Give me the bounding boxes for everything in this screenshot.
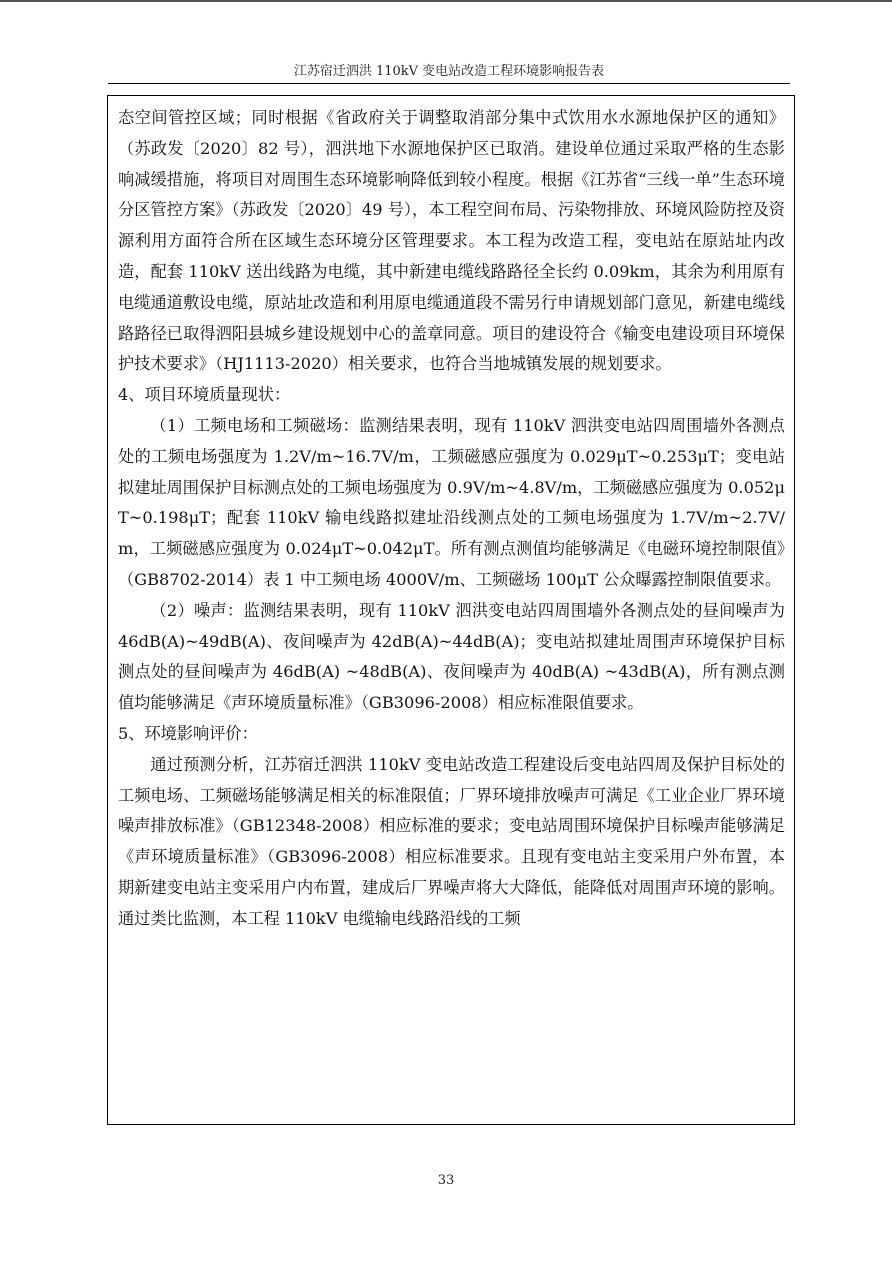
section-heading-environmental-quality: 4、项目环境质量现状：	[118, 385, 291, 405]
paragraph-electromagnetic-monitoring: （1）工频电场和工频磁场：监测结果表明，现有 110kV 泗洪变电站四周围墙外各测点处的工频电场强度为 1.2V/m~16.7V/m，工频磁感应强度为 0.029μT~0.253μT；变电站拟建址周围保护目标测点处的工频电场强度为 0.9V/m~4.8V/m，工频磁感应强度为 0.052μT~0.198μT；配套 110kV 输电线路拟建址沿线测点处的工频电场强度为 1.7V/m~2.7V/m，工频磁感应强度为 0.024μT~0.042μT。所有测点测值均能够满足《电磁环境控制限值》（GB8702-2014）表 1 中工频电场 4000V/m、工频磁场 100μT 公众曝露控制限值要求。	[118, 415, 785, 589]
section-heading-impact-assessment: 5、环境影响评价：	[118, 723, 258, 743]
paragraph-ecological-compliance: 态空间管控区域；同时根据《省政府关于调整取消部分集中式饮用水水源地保护区的通知》（苏政发〔2020〕82 号），泗洪地下水源地保护区已取消。建设单位通过采取严格的生态影响减缓措施，将项目对周围生态环境影响降低到较小程度。根据《江苏省“三线一单”生态环境分区管控方案》（苏政发〔2020〕49 号），本工程空间布局、污染物排放、环境风险防控及资源利用方面符合所在区域生态环境分区管理要求。本工程为改造工程，变电站在原站址内改造，配套 110kV 送出线路为电缆，其中新建电缆线路路径全长约 0.09km，其余为利用原有电缆通道敷设电缆，原站址改造和利用原电缆通道段不需另行申请规划部门意见，新建电缆线路路径已取得泗阳县城乡建设规划中心的盖章同意。项目的建设符合《输变电建设项目环境保护技术要求》（HJ1113-2020）相关要求，也符合当地城镇发展的规划要求。	[118, 108, 785, 374]
page-top-border	[0, 0, 892, 2]
paragraph-impact-prediction: 通过预测分析，江苏宿迁泗洪 110kV 变电站改造工程建设后变电站四周及保护目标处的工频电场、工频磁场能够满足相关的标准限值；厂界环境排放噪声可满足《工业企业厂界环境噪声排放标准》（GB12348-2008）相应标准的要求；变电站周围环境保护目标噪声能够满足《声环境质量标准》（GB3096-2008）相应标准要求。且现有变电站主变采用户外布置，本期新建变电站主变采用户内布置，建成后厂界噪声将大大降低，能降低对周围声环境的影响。通过类比监测，本工程 110kV 电缆输电线路沿线的工频	[118, 754, 785, 928]
page-header-title: 江苏宿迁泗洪 110kV 变电站改造工程环境影响报告表	[293, 64, 605, 79]
header-divider	[108, 83, 790, 84]
report-content-box	[107, 95, 795, 1125]
page-number: 33	[437, 1173, 455, 1188]
paragraph-noise-monitoring: （2）噪声：监测结果表明，现有 110kV 泗洪变电站四周围墙外各测点处的昼间噪声为 46dB(A)~49dB(A)、夜间噪声为 42dB(A)~44dB(A)；变电站拟建址周围声环境保护目标测点处的昼间噪声为 46dB(A) ~48dB(A)、夜间噪声为 40dB(A) ~43dB(A)，所有测点测值均能够满足《声环境质量标准》（GB3096-2008）相应标准限值要求。	[118, 600, 785, 713]
